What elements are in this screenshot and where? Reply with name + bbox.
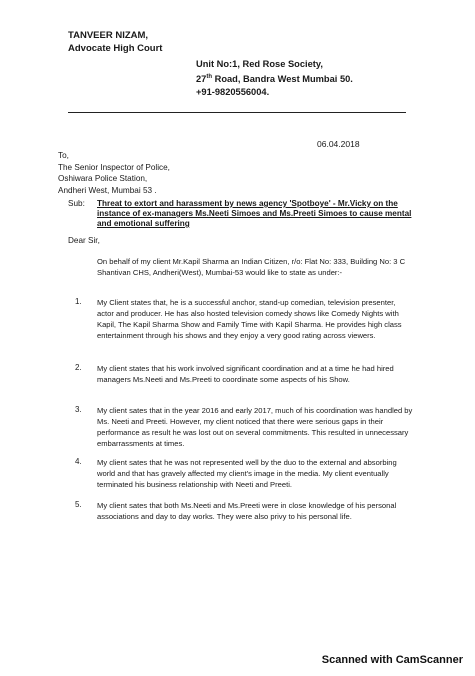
subject-label: Sub: [68,199,85,208]
recipient-line-1: The Senior Inspector of Police, [58,162,170,172]
intro-paragraph: On behalf of my client Mr.Kapil Sharma an Indian Citizen, r/o: Flat No: 333, Building No: 3 C Shantivan CHS, Andheri(West), Mumbai-53 would like to state as under:- [97,257,406,277]
paragraph-text: My Client states that, he is a successful anchor, stand-up comedian, television presenter, actor and producer. He has also hosted television comedy shows like Comedy Nights with Kapil, The Kapil Sharma Show and Family Time with Kapil Sharma. He provides high class entertainment through his shows and they enjoy a very good rating across viewers. [97,298,402,340]
paragraph-number: 5. [75,500,82,509]
sender-block [68,30,162,55]
road-number: 27 [196,74,207,85]
letter-date: 06.04.2018 [317,139,360,149]
paragraph-number: 2. [75,363,82,372]
paragraph-number: 3. [75,405,82,414]
paragraph-text: My client sates that he was not represented well by the duo to the external and absorbing world and that has gravely affected my client's image in the media. My client eventually terminated his business relationship with Neeti and Preeti. [97,458,397,489]
phone-number: +91-9820556004. [196,87,270,98]
camscanner-watermark: Scanned with CamScanner [321,654,463,666]
sender-address [196,58,353,99]
paragraph-number: 1. [75,297,82,306]
sender-name: TANVEER NIZAM, [68,30,149,41]
paragraph-number: 4. [75,457,82,466]
address-line-1: Unit No:1, Red Rose Society, [196,59,323,69]
road-rest: Road, Bandra West Mumbai 50. [212,74,353,85]
header-divider [68,112,406,113]
address-line-2 [196,71,353,86]
recipient-line-2: Oshiwara Police Station, [58,174,148,183]
paragraph-text: My client states that his work involved significant coordination and at a time he had hired managers Ms.Neeti and Ms.Preeti to coordinate some aspects of his Show. [97,364,394,384]
paragraph-text: My client sates that in the year 2016 and early 2017, much of his coordination was handled by Ms. Neeti and Preeti. However, my client noticed that there were serious gaps in their performance as result he was lost out on several commitments. This resulted in unnecessary embarrassments at times. [97,406,413,448]
sender-title: Advocate High Court [68,42,163,54]
road-suffix: th [206,74,213,80]
recipient-line-3: Andheri West, Mumbai 53 . [58,185,157,195]
recipient-block [58,150,170,196]
subject-text: Threat to extort and harassment by news agency 'Spotboye' - Mr.Vicky on the instance of ex-managers Ms.Neeti Simoes and Ms.Preeti Simoes to cause mental and emotional suffering [97,199,412,228]
paragraph-text: My client sates that both Ms.Neeti and Ms.Preeti were in close knowledge of his personal associations and day to day works. They were also privy to his personal life. [97,501,397,521]
recipient-to: To, [58,151,69,160]
salutation: Dear Sir, [68,236,100,245]
